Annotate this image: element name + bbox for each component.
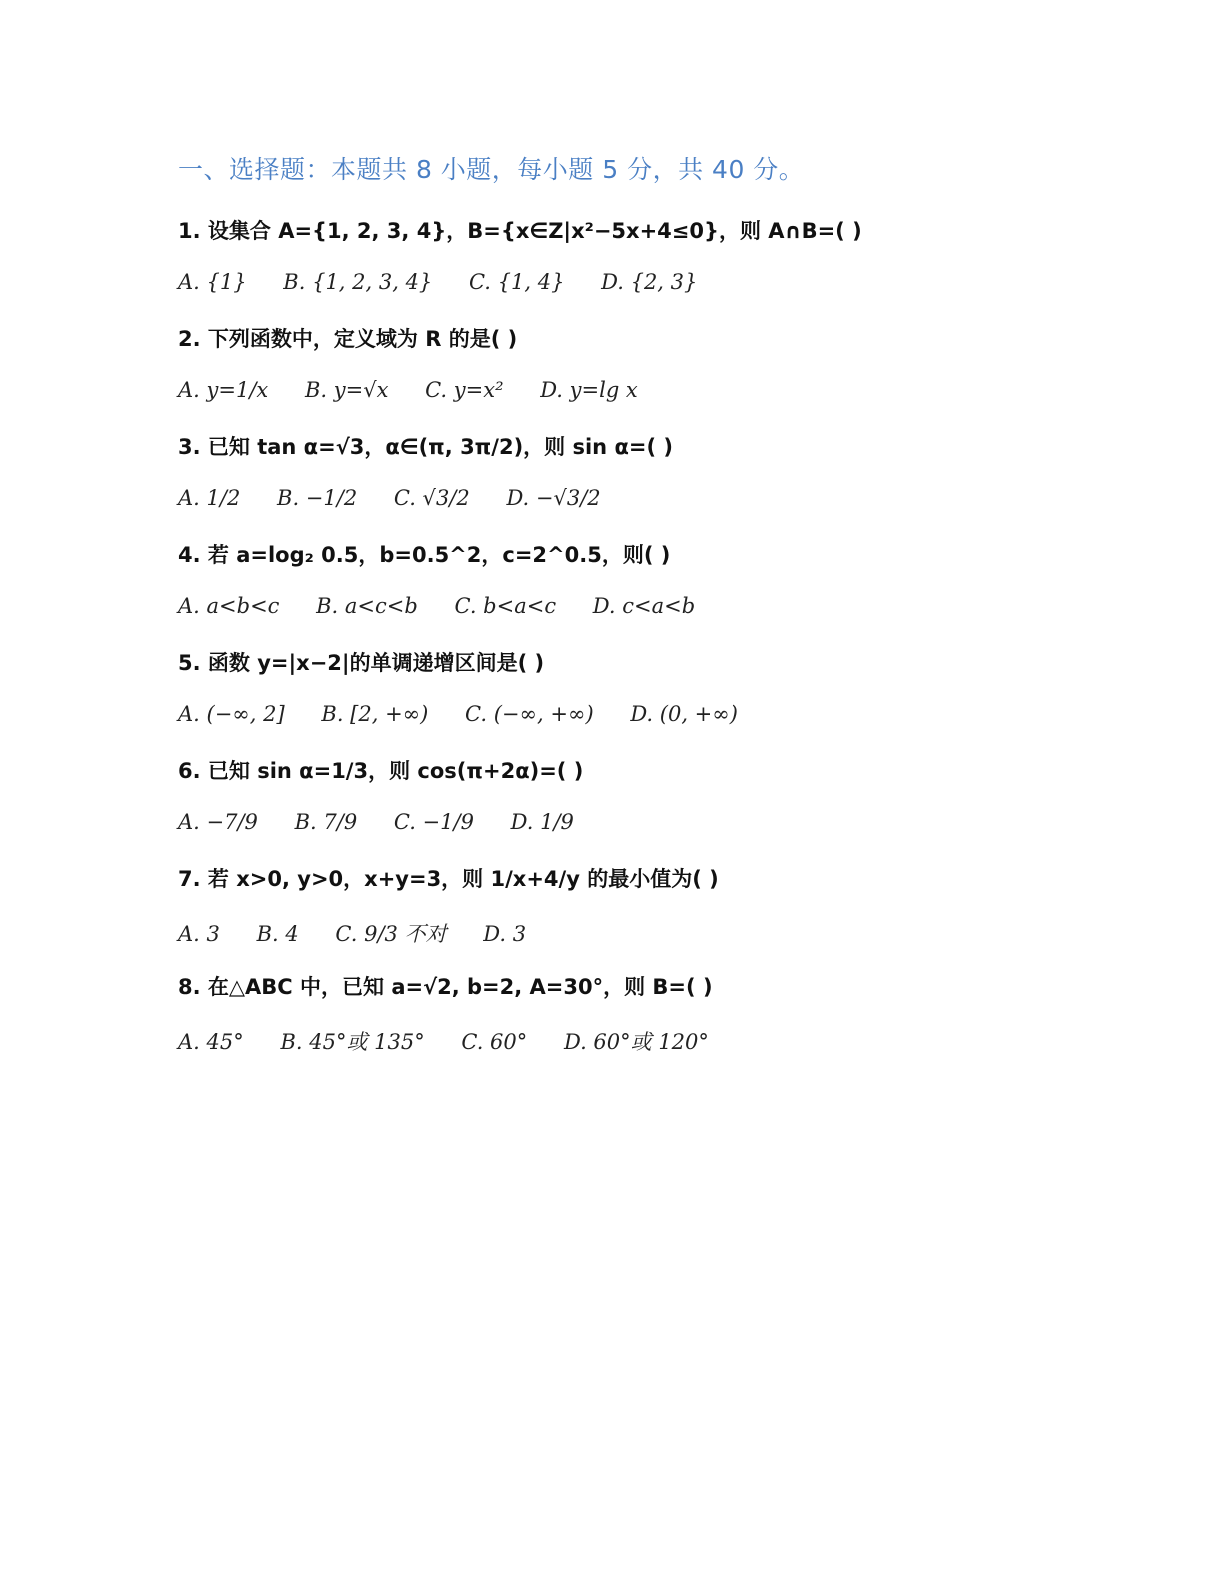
option-b: B. y=√x: [304, 378, 389, 402]
option-d: D. −√3/2: [506, 486, 601, 510]
option-b: B. 4: [256, 922, 299, 946]
options-8: [178, 1026, 709, 1056]
option-c: C. 9/3 不对: [335, 922, 447, 946]
option-a: A. (−∞, 2]: [178, 702, 285, 726]
option-a: A. {1}: [178, 270, 247, 294]
question-2: 2. 下列函数中，定义域为 R 的是( ): [178, 327, 518, 351]
option-c: C. (−∞, +∞): [465, 702, 594, 726]
option-a: A. −7/9: [178, 810, 258, 834]
options-1: [178, 270, 697, 294]
question-4: 4. 若 a=log₂ 0.5，b=0.5^2，c=2^0.5，则( ): [178, 543, 671, 567]
option-c: C. −1/9: [393, 810, 474, 834]
option-b: B. [2, +∞): [321, 702, 429, 726]
options-7: [178, 918, 526, 948]
option-a: A. 3: [178, 922, 220, 946]
options-2: [178, 378, 638, 402]
option-c: C. 60°: [461, 1030, 528, 1054]
question-1: 1. 设集合 A={1, 2, 3, 4}，B={x∈Z|x²−5x+4≤0}，则 A∩B=( ): [178, 219, 862, 243]
question-7: 7. 若 x>0, y>0，x+y=3，则 1/x+4/y 的最小值为( ): [178, 867, 719, 891]
option-b: B. 7/9: [294, 810, 358, 834]
options-6: [178, 810, 574, 834]
section-title: 一、选择题：本题共 8 小题，每小题 5 分，共 40 分。: [178, 155, 805, 184]
option-d: D. y=lg x: [540, 378, 638, 402]
option-d: D. 1/9: [510, 810, 574, 834]
option-d: D. {2, 3}: [601, 270, 698, 294]
option-d: D. 3: [483, 922, 527, 946]
option-a: A. 1/2: [178, 486, 241, 510]
option-d: D. 60°或 120°: [563, 1030, 709, 1054]
option-a: A. 45°: [178, 1030, 244, 1054]
options-3: [178, 486, 601, 510]
option-c: C. b<a<c: [454, 594, 557, 618]
options-4: [178, 594, 695, 618]
option-a: A. a<b<c: [178, 594, 280, 618]
option-c: C. {1, 4}: [468, 270, 565, 294]
option-c: C. √3/2: [393, 486, 470, 510]
question-5: 5. 函数 y=|x−2|的单调递增区间是( ): [178, 651, 545, 675]
option-c: C. y=x²: [425, 378, 504, 402]
options-5: [178, 702, 738, 726]
question-8: 8. 在△ABC 中，已知 a=√2, b=2, A=30°，则 B=( ): [178, 975, 713, 999]
option-b: B. {1, 2, 3, 4}: [283, 270, 433, 294]
option-b: B. −1/2: [277, 486, 358, 510]
option-d: D. c<a<b: [592, 594, 696, 618]
option-b: B. a<c<b: [316, 594, 418, 618]
option-a: A. y=1/x: [178, 378, 269, 402]
option-d: D. (0, +∞): [630, 702, 738, 726]
option-b: B. 45°或 135°: [280, 1030, 425, 1054]
question-6: 6. 已知 sin α=1/3，则 cos(π+2α)=( ): [178, 759, 584, 783]
question-3: 3. 已知 tan α=√3，α∈(π, 3π/2)，则 sin α=( ): [178, 435, 673, 459]
